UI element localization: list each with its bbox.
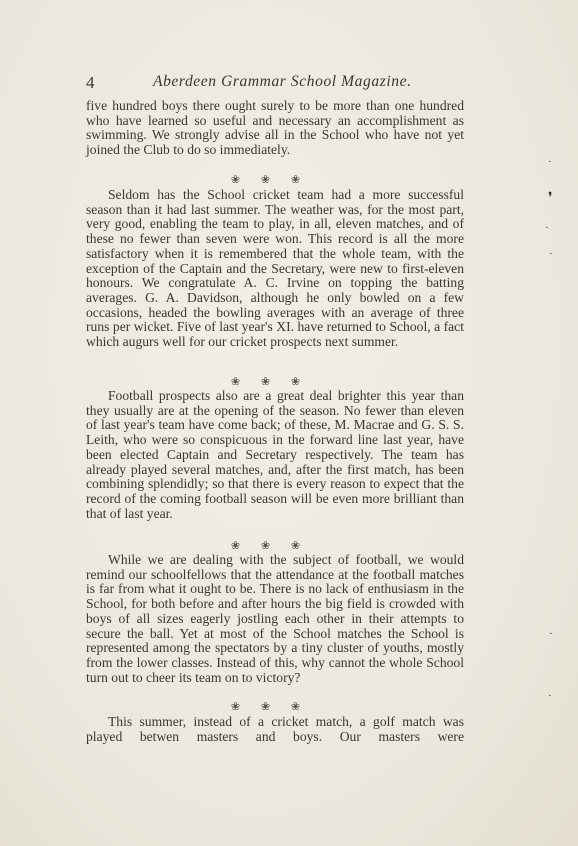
margin-speck: ·: [548, 156, 552, 168]
margin-speck: ❜: [548, 191, 553, 206]
margin-speck: ·: [548, 690, 552, 702]
ornament-divider: ❀ ❀ ❀: [230, 701, 310, 713]
page-header: [86, 71, 466, 93]
margin-speck: ·: [545, 222, 549, 234]
paragraph-swimming: five hundred boys there ought surely to be more than one hundred who have learned so useful and necessary an accomplishment as swimming. We strongly advise all in the School who have not yet joined the Club to do so immediately.: [86, 98, 464, 158]
paragraph-football-prospects: Football prospects also are a great deal brighter this year than they usually are at the opening of the season. No fewer than eleven of last year's team have come back; of these, M. Macrae and G. S. S. Leith, who were so conspicuous in the forward line last year, have been elected Captain and Secretary respectively. The team has already played several matches, and, after the first match, has been combining splendidly; so that there is every reason to expect that the record of the coming football season will be even more brilliant than that of last year.: [86, 388, 464, 521]
running-title: Aberdeen Grammar School Magazine.: [153, 73, 412, 90]
ornament-divider: ❀ ❀ ❀: [230, 376, 310, 388]
page-number: 4: [86, 73, 95, 92]
paragraph-cricket: Seldom has the School cricket team had a more successful season than it had last summer. The weather was, for the most part, very good, enabling the team to play, in all, eleven matches, and of these no fewer than seven were won. This record is all the more satisfactory when it is remembered that the whole team, with the exception of the Captain and the Secretary, were new to first-eleven honours. We congratulate A. C. Irvine on topping the batting averages. G. A. Davidson, although he only bowled on a few occasions, headed the bowling averages with an average of three runs per wicket. Five of last year's XI. have returned to School, a fact which augurs well for our cricket prospects next summer.: [86, 187, 464, 350]
ornament-divider: ❀ ❀ ❀: [230, 540, 310, 552]
margin-speck: ·: [549, 248, 553, 260]
paragraph-golf-match: This summer, instead of a cricket match, a golf match was played betwen masters and boys. Our masters were: [86, 714, 464, 744]
ornament-divider: ❀ ❀ ❀: [230, 174, 310, 186]
margin-speck: ·: [549, 628, 553, 640]
paragraph-football-attendance: While we are dealing with the subject of football, we would remind our schoolfellows that the attendance at the football matches is far from what it ought to be. There is no lack of enthusiasm in the School, for both before and after hours the big field is crowded with boys of all sizes eagerly jostling each other in their attempts to secure the ball. Yet at most of the School matches the School is represented among the spectators by a tiny cluster of youths, mostly from the lower classes. Instead of this, why cannot the whole School turn out to cheer its team on to victory?: [86, 552, 464, 685]
